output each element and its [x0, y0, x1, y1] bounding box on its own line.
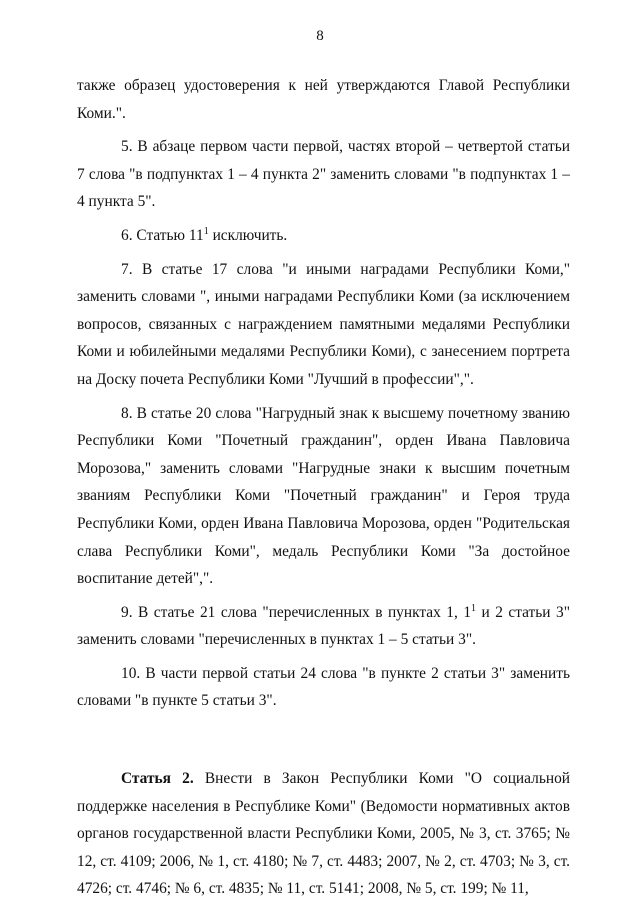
paragraph-item-9 [77, 599, 570, 654]
item-6-superscript: 1 [203, 225, 209, 237]
item-9-superscript: 1 [471, 602, 477, 614]
paragraph-item-6 [77, 222, 570, 250]
item-9-text-b: и 2 статьи 3" заменить словами "перечисленных в пунктах 1 – 5 статьи 3". [77, 603, 570, 649]
article-2-heading: Статья 2. [121, 770, 194, 788]
paragraph-item-7: 7. В статье 17 слова "и иными наградами Республики Коми," заменить словами ", иными наградами Республики Коми (за исключением вопросов, связанных с награждением памятными медалями Республики Коми и юбилейными медалями Республики Коми), с занесением портрета на Доску почета Республики Коми "Лучший в профессии",". [77, 260, 570, 388]
item-9-text-a: 9. В статье 21 слова "перечисленных в пунктах 1, 1 [121, 603, 472, 621]
paragraph-article-2 [77, 765, 570, 903]
item-6-text-b: исключить. [208, 226, 288, 244]
paragraph-intro: также образец удостоверения к ней утверждаются Главой Республики Коми.". [77, 77, 570, 122]
paragraph-item-8: 8. В статье 20 слова "Нагрудный знак к высшему почетному званию Республики Коми "Почетный гражданин", орден Ивана Павловича Морозова," заменить словами "Нагрудные знаки к высшим почетным званиям Республики Коми "Почетный гражданин" и Героя труда Республики Коми, орден Ивана Павловича Морозова, орден "Родительская слава Республики Коми", медаль Республики Коми "За достойное воспитание детей",". [77, 404, 570, 588]
item-6-text-a: 6. Статью 11 [121, 226, 204, 244]
paragraph-item-10: 10. В части первой статьи 24 слова "в пункте 2 статьи 3" заменить словами "в пункте 5 статьи 3". [77, 664, 570, 710]
paragraph-item-5: 5. В абзаце первом части первой, частях второй – четвертой статьи 7 слова "в подпунктах 1 – 4 пункта 2" заменить словами "в подпунктах 1 – 4 пункта 5". [77, 138, 570, 211]
article-2-text: Внести в Закон Республики Коми "О социальной поддержке населения в Республике Коми" (Ведомости нормативных актов органов государственной власти Республики Коми, 2005, № 3, ст. 3765; № 12, ст. 4109; 2006, № 1, ст. 4180; № 7, ст. 4483; 2007, № 2, ст. 4703; № 3, ст. 4726; ст. 4746; № 6, ст. 4835; № 11, ст. 5141; 2008, № 5, ст. 199; № 11, [77, 770, 571, 898]
page-number: 8 [316, 28, 324, 44]
document-body [77, 72, 570, 903]
